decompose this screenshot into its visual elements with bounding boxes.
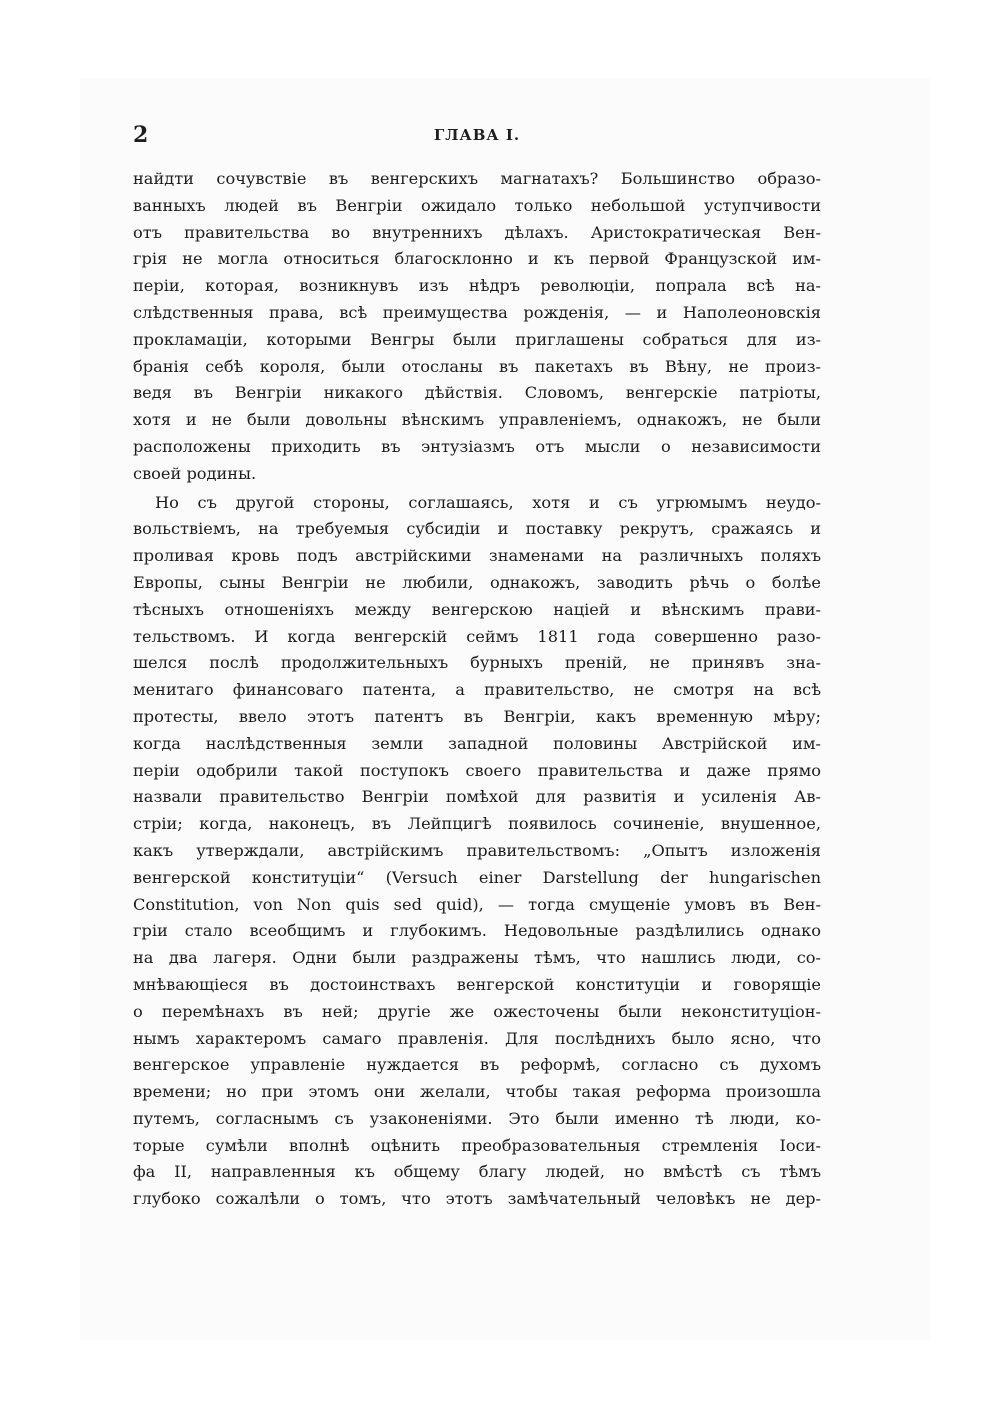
chapter-title: ГЛАВА I. <box>433 126 521 144</box>
text-line: шелся послѣ продолжительныхъ бурныхъ преній, не принявъ зна- <box>133 653 821 673</box>
text-line: назвали правительство Венгріи помѣхой для развитія и усиленія Ав- <box>133 787 821 807</box>
text-line: отъ правительства во внутреннихъ дѣлахъ. Аристократическая Вен- <box>133 222 821 242</box>
text-line: періи одобрили такой поступокъ своего правительства и даже прямо <box>133 760 821 780</box>
text-line: венгерское управленіе нуждается въ реформѣ, согласно съ духомъ <box>133 1055 821 1075</box>
text-line: тѣсныхъ отношеніяхъ между венгерскою націей и вѣнскимъ прави- <box>133 599 821 619</box>
text-line: слѣдственныя права, всѣ преимущества рожденія, — и Наполеоновскія <box>133 302 821 322</box>
text-line: когда наслѣдственныя земли западной половины Австрійской им- <box>133 733 821 753</box>
text-line: о перемѣнахъ въ ней; другіе же ожесточены были неконституціон- <box>133 1001 821 1021</box>
text-line: бранія себѣ короля, были отосланы въ пакетахъ въ Вѣну, не произ- <box>133 356 821 376</box>
text-line: тельствомъ. И когда венгерскій сеймъ 1811 года совершенно разо- <box>133 626 821 646</box>
text-line: найдти сочувствіе въ венгерскихъ магнатахъ? Большинство образо- <box>133 169 821 188</box>
text-line: Европы, сыны Венгріи не любили, однакожъ, заводить рѣчь о болѣе <box>133 572 821 592</box>
text-line: глубоко сожалѣли о томъ, что этотъ замѣчательный человѣкъ не дер- <box>133 1189 821 1209</box>
text-line: нымъ характеромъ самаго правленія. Для послѣднихъ было ясно, что <box>133 1028 821 1048</box>
text-line: мнѣвающіеся въ достоинствахъ венгерской конституціи и говорящіе <box>133 974 821 994</box>
page-number: 2 <box>133 122 149 148</box>
text-line: періи, которая, возникнувъ изъ нѣдръ революціи, попрала всѣ на- <box>133 276 821 296</box>
text-line: путемъ, согласнымъ съ узаконеніями. Это были именно тѣ люди, ко- <box>133 1108 821 1128</box>
text-line: Но съ другой стороны, соглашаясь, хотя и съ угрюмымъ неудо- <box>155 492 821 512</box>
text-line: своей родины. <box>133 463 257 483</box>
text-line: какъ утверждали, австрійскимъ правительствомъ: „Опытъ изложенія <box>133 840 821 860</box>
text-line: ванныхъ людей въ Венгріи ожидало только небольшой уступчивости <box>133 195 821 215</box>
text-line: ведя въ Венгріи никакого дѣйствія. Словомъ, венгерскіе патріоты, <box>133 383 821 403</box>
text-line: протесты, ввело этотъ патентъ въ Венгріи, какъ временную мѣру; <box>133 706 821 726</box>
text-line: вольствіемъ, на требуемыя субсидіи и поставку рекрутъ, сражаясь и <box>133 519 821 539</box>
text-line: расположены приходить въ энтузіазмъ отъ мысли о независимости <box>133 436 821 456</box>
text-line: Constitution, von Non quis sed quid), — тогда смущеніе умовъ въ Вен- <box>133 894 821 914</box>
text-line: торые сумѣли вполнѣ оцѣнить преобразовательныя стремленія Іоси- <box>133 1135 821 1155</box>
text-line: хотя и не были довольны вѣнскимъ управленіемъ, однакожъ, не были <box>133 410 821 430</box>
text-line: стріи; когда, наконецъ, въ Лейпцигѣ появилось сочиненіе, внушенное, <box>133 814 821 834</box>
text-line: грія не могла относиться благосклонно и къ первой Французской им- <box>133 249 821 269</box>
text-line: гріи стало всеобщимъ и глубокимъ. Недовольные раздѣлились однако <box>133 921 821 941</box>
text-line: проливая кровь подъ австрійскими знаменами на различныхъ поляхъ <box>133 546 821 566</box>
text-line: менитаго финансоваго патента, а правительство, не смотря на всѣ <box>133 680 821 700</box>
text-line: времени; но при этомъ они желали, чтобы такая реформа произошла <box>133 1082 821 1102</box>
body-text <box>133 166 821 1213</box>
text-line: венгерской конституціи“ (Versuch einer Darstellung der hungarischen <box>133 867 821 887</box>
text-line: фа II, направленныя къ общему благу людей, но вмѣстѣ съ тѣмъ <box>133 1162 821 1182</box>
page-header <box>133 122 821 156</box>
text-line: прокламаціи, которыми Венгры были приглашены собраться для из- <box>133 329 821 349</box>
text-line: на два лагеря. Одни были раздражены тѣмъ, что нашлись люди, со- <box>133 948 821 968</box>
